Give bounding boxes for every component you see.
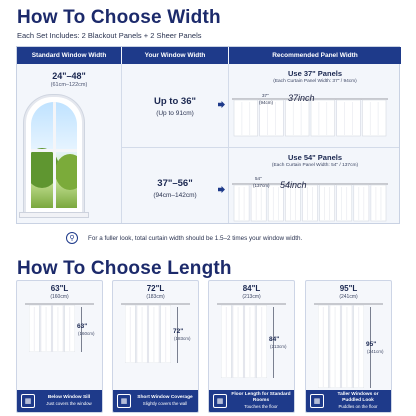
curtain-panel [302,185,317,221]
length-footer-title: Floor Length for Standard Rooms [231,392,291,403]
length-footer-text [231,392,294,410]
curtain-illustration [29,305,75,352]
length-card [16,280,103,413]
length-footer-text [135,395,198,407]
floor-icon: ▦ [213,394,227,408]
length-footer [113,390,198,412]
curtain-panel [234,100,258,136]
length-label: 84"L [242,284,261,293]
width-title: How To Choose Width [17,7,221,28]
length-label-metric: (183cm) [146,294,165,300]
window-width-row-2 [122,178,228,199]
puddle-icon: ▦ [310,394,324,408]
recommendation-title: Use 54" Panels [287,153,342,162]
length-footer [17,390,102,412]
panel-measure-metric: (94cm) [259,100,274,105]
curtain-panel [311,100,335,136]
length-measure-line [177,307,178,363]
curtain-panel [251,185,266,221]
length-measure-metric: (241cm) [367,348,384,354]
length-label: 95"L [339,284,358,293]
length-measure-metric: (160cm) [78,330,95,336]
curtain-panel [354,185,369,221]
tree-icon [55,154,77,190]
column-divider [228,64,229,223]
tip-row [66,232,302,244]
curtain-panel [234,185,249,221]
window-icon: ▦ [21,394,35,408]
panel-measure-metric: (137cm) [253,183,270,188]
length-footer-title: Short Window Coverage [137,395,193,400]
curtain-illustration [318,305,364,388]
header-recommended-width: Recommended Panel Width [229,47,401,64]
curtain-panel [337,100,361,136]
window-width-value: 37"–56" [157,178,193,189]
window-icon: ▦ [117,394,131,408]
window-width-row-1 [122,96,228,117]
length-footer-desc: Puddles on the floor [338,404,378,409]
lightbulb-icon: ⚲ [66,232,78,244]
panel-width-callout: 37inch [288,93,315,103]
length-label-metric: (160cm) [50,294,69,300]
recommendation-detail: (Each Curtain Panel Width: 54" / 137cm) [271,163,359,168]
length-footer-desc: Slightly covers the wall [142,401,188,406]
length-measure-value: 63" [77,322,88,330]
curtain-panel [268,185,283,221]
window-width-value: Up to 36" [154,96,196,107]
panel-measure-label: 54" [255,176,262,181]
header-standard-width: Standard Window Width [17,47,121,64]
length-measure-line [81,307,82,352]
window-mullion [53,102,56,208]
length-footer-text [39,395,102,407]
curtain-panel [371,185,386,221]
length-footer [209,390,294,412]
length-card [208,280,295,413]
length-title: How To Choose Length [17,258,232,279]
standard-range-metric: (61cm–122cm) [50,82,88,88]
length-measure-line [273,307,274,378]
window-mullion [31,149,77,152]
length-measure-value: 72" [173,328,184,335]
recommendation-title: Use 37" Panels [287,69,342,78]
length-measure-value: 84" [269,335,280,343]
length-label-metric: (241cm) [339,294,358,300]
curtain-panel [285,100,309,136]
tip-text: For a fuller look, total curtain width should be 1.5–2 times your window width. [88,234,303,242]
panel-measure-label: 37" [262,93,269,98]
length-footer [306,390,391,412]
curtain-illustration [221,305,267,378]
length-measure-metric: (183cm) [174,336,191,341]
curtain-panel [320,185,335,221]
length-measure-value: 95" [366,340,377,348]
panel-width-callout: 54inch [280,180,307,190]
length-label: 72"L [146,284,165,293]
window-glass [31,102,77,208]
curtain-panel [260,100,284,136]
curtain-panel [362,100,386,136]
window-sill [19,212,89,218]
header-your-width: Your Window Width [122,47,228,64]
curtain-illustration [125,305,171,363]
standard-range: 24"–48" [52,71,86,81]
length-footer-text [328,392,391,410]
window-width-metric: (94cm–142cm) [153,192,197,199]
row-divider [122,147,399,148]
recommendation-detail: (Each Curtain Panel Width: 37" / 94cm) [273,79,357,84]
length-card [112,280,199,413]
window-illustration [24,95,84,215]
column-divider [121,64,122,223]
length-card [305,280,392,413]
length-measure-metric: (213cm) [270,343,287,349]
length-footer-desc: Touches the floor [244,404,278,409]
curtain-panel [337,185,352,221]
length-footer-title: Below Window Sill [47,395,91,400]
length-footer-desc: Just covers the window [46,401,92,406]
length-label-metric: (213cm) [242,294,261,300]
curtain-panel [285,185,300,221]
window-width-metric: (Up to 91cm) [156,110,194,117]
length-measure-line [370,307,371,388]
length-label: 63"L [50,284,69,293]
width-subtitle: Each Set Includes: 2 Blackout Panels + 2 Sheer Panels [17,31,202,40]
length-footer-title: Taller Windows or Puddled Look [337,392,379,403]
